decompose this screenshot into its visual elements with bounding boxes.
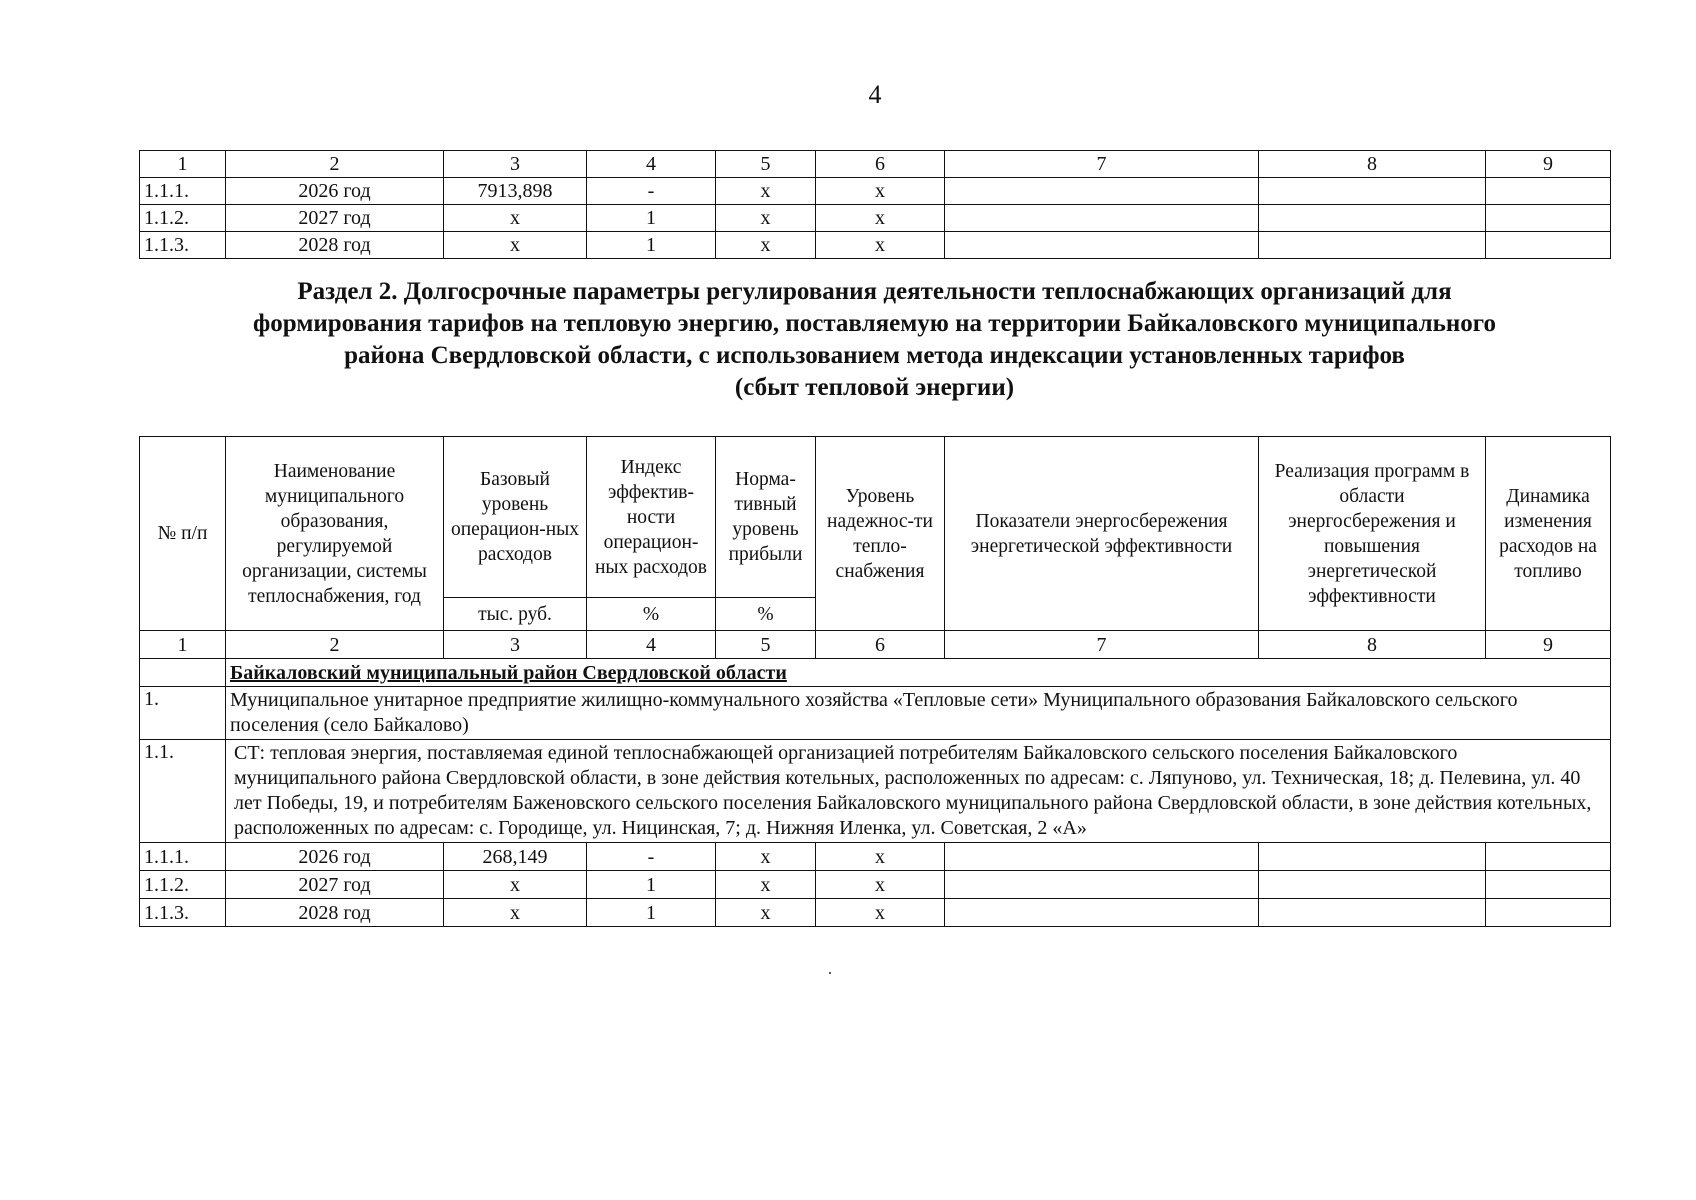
row-year: 2026 год [226, 178, 444, 205]
row-base-cost: х [444, 871, 587, 899]
header-name: Наименование муниципального образования, регулируемой организации, системы теплоснабжения, год [226, 437, 444, 631]
row-normative-profit: х [716, 871, 816, 899]
row-fuel-dynamics [1486, 232, 1611, 259]
table-row [140, 178, 1611, 205]
row-energy-indicators [945, 205, 1259, 232]
row-programs [1259, 178, 1486, 205]
supply-system-num: 1.1. [140, 740, 226, 843]
row-efficiency-index: 1 [587, 232, 716, 259]
row-reliability-level: х [816, 205, 945, 232]
row-year: 2028 год [226, 899, 444, 927]
row-fuel-dynamics [1486, 843, 1611, 871]
col-number-2: 2 [226, 631, 444, 659]
col-number-7: 7 [945, 631, 1259, 659]
unit-normative-profit: % [716, 598, 816, 631]
scan-speck [829, 972, 831, 974]
row-reliability-level: х [816, 871, 945, 899]
row-fuel-dynamics [1486, 871, 1611, 899]
row-fuel-dynamics [1486, 899, 1611, 927]
row-normative-profit: х [716, 899, 816, 927]
row-normative-profit: х [716, 232, 816, 259]
table-row [140, 899, 1611, 927]
row-energy-indicators [945, 232, 1259, 259]
col-number-2: 2 [226, 151, 444, 178]
row-number: 1.1.1. [140, 843, 226, 871]
col-number-8: 8 [1259, 151, 1486, 178]
organization-num: 1. [140, 687, 226, 740]
row-year: 2028 год [226, 232, 444, 259]
supply-system-row [140, 740, 1611, 843]
row-base-cost: 268,149 [444, 843, 587, 871]
col-number-3: 3 [444, 151, 587, 178]
section-title-line: района Свердловской области, с использованием метода индексации установленных тарифов [344, 342, 1405, 369]
organization-row [140, 687, 1611, 740]
header-efficiency-index: Индекс эффектив-ности операцион-ных расходов [587, 437, 716, 598]
row-base-cost: 7913,898 [444, 178, 587, 205]
row-energy-indicators [945, 178, 1259, 205]
region-name: Байкаловский муниципальный район Свердловской области [226, 659, 1611, 687]
table-row [140, 843, 1611, 871]
table-row [140, 232, 1611, 259]
col-number-1: 1 [140, 631, 226, 659]
row-normative-profit: х [716, 205, 816, 232]
table-row [140, 205, 1611, 232]
header-fuel-dynamics: Динамика изменения расходов на топливо [1486, 437, 1611, 631]
row-number: 1.1.1. [140, 178, 226, 205]
header-base-cost: Базовый уровень операцион-ных расходов [444, 437, 587, 598]
row-programs [1259, 899, 1486, 927]
row-reliability-level: х [816, 232, 945, 259]
tariff-parameters-table [139, 436, 1611, 927]
row-programs [1259, 843, 1486, 871]
section-title [139, 276, 1610, 404]
header-normative-profit: Норма-тивный уровень прибыли [716, 437, 816, 598]
row-programs [1259, 205, 1486, 232]
col-number-3: 3 [444, 631, 587, 659]
row-base-cost: х [444, 205, 587, 232]
col-number-1: 1 [140, 151, 226, 178]
row-number: 1.1.3. [140, 232, 226, 259]
row-fuel-dynamics [1486, 178, 1611, 205]
header-energy-indicators: Показатели энергосбережения энергетической эффективности [945, 437, 1259, 631]
region-num-cell [140, 659, 226, 687]
row-efficiency-index: - [587, 843, 716, 871]
unit-efficiency-index: % [587, 598, 716, 631]
row-fuel-dynamics [1486, 205, 1611, 232]
unit-base-cost: тыс. руб. [444, 598, 587, 631]
region-row [140, 659, 1611, 687]
row-number: 1.1.3. [140, 899, 226, 927]
col-number-5: 5 [716, 631, 816, 659]
row-energy-indicators [945, 899, 1259, 927]
row-year: 2027 год [226, 205, 444, 232]
page-number: 4 [868, 80, 882, 109]
row-efficiency-index: 1 [587, 899, 716, 927]
row-base-cost: х [444, 899, 587, 927]
col-number-4: 4 [587, 631, 716, 659]
header-programs: Реализация программ в области энергосбережения и повышения энергетической эффективности [1259, 437, 1486, 631]
row-energy-indicators [945, 843, 1259, 871]
column-number-row [140, 151, 1611, 178]
col-number-6: 6 [816, 631, 945, 659]
row-year: 2027 год [226, 871, 444, 899]
header-reliability-level: Уровень надежнос-ти тепло-снабжения [816, 437, 945, 631]
row-normative-profit: х [716, 843, 816, 871]
col-number-4: 4 [587, 151, 716, 178]
row-energy-indicators [945, 871, 1259, 899]
continued-table [139, 150, 1611, 259]
col-number-9: 9 [1486, 631, 1611, 659]
row-base-cost: х [444, 232, 587, 259]
column-number-row [140, 631, 1611, 659]
row-year: 2026 год [226, 843, 444, 871]
col-number-5: 5 [716, 151, 816, 178]
col-number-6: 6 [816, 151, 945, 178]
header-row [140, 437, 1611, 598]
row-reliability-level: х [816, 899, 945, 927]
row-reliability-level: х [816, 178, 945, 205]
row-normative-profit: х [716, 178, 816, 205]
section-title-line: формирования тарифов на тепловую энергию, поставляемую на территории Байкаловского муниципального [253, 310, 1496, 337]
table-row [140, 871, 1611, 899]
row-efficiency-index: 1 [587, 871, 716, 899]
section-title-line: (сбыт тепловой энергии) [734, 374, 1015, 401]
organization-name: Муниципальное унитарное предприятие жилищно-коммунального хозяйства «Тепловые сети» Муниципального образования Байкаловского сельского поселения (село Байкалово) [226, 687, 1611, 740]
row-number: 1.1.2. [140, 205, 226, 232]
col-number-8: 8 [1259, 631, 1486, 659]
col-number-9: 9 [1486, 151, 1611, 178]
row-programs [1259, 871, 1486, 899]
row-efficiency-index: - [587, 178, 716, 205]
row-number: 1.1.2. [140, 871, 226, 899]
col-number-7: 7 [945, 151, 1259, 178]
row-programs [1259, 232, 1486, 259]
row-efficiency-index: 1 [587, 205, 716, 232]
supply-system-description: СТ: тепловая энергия, поставляемая единой теплоснабжающей организацией потребителям Байкаловского сельского поселения Байкаловского муниципального района Свердловской области, в зоне действия котельных, расположенных по адресам: с. Ляпуново, ул. Техническая, 18; д. Пелевина, ул. 40 лет Победы, 19, и потребителям Баженовского сельского поселения Байкаловского муниципального района Свердловской области, в зоне действия котельных, расположенных по адресам: с. Городище, ул. Ницинская, 7; д. Нижняя Иленка, ул. Советская, 2 «А» [226, 740, 1611, 843]
header-num: № п/п [140, 437, 226, 631]
section-title-line: Раздел 2. Долгосрочные параметры регулирования деятельности теплоснабжающих организаций для [297, 278, 1452, 305]
row-reliability-level: х [816, 843, 945, 871]
